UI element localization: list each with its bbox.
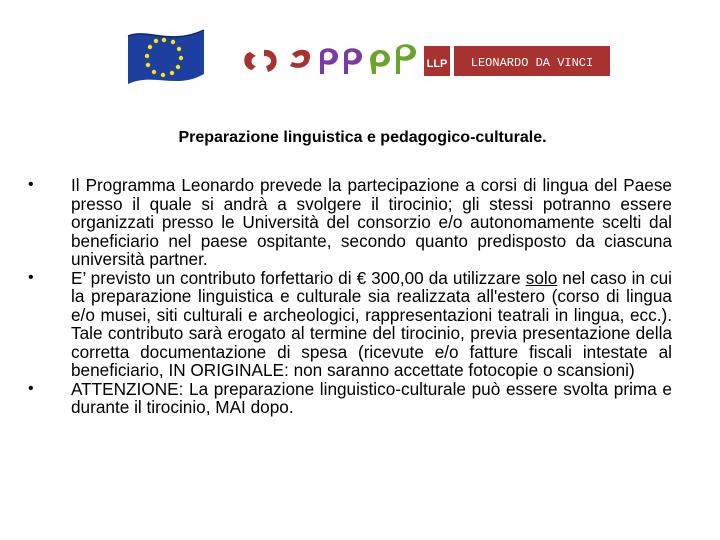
bullet-text-part: E’ previsto un contributo forfettario di € 300,00 da utilizzare <box>71 267 526 288</box>
eu-flag-icon <box>120 22 212 94</box>
list-item <box>28 380 672 417</box>
bullet-text: ATTENZIONE: La preparazione linguistico-culturale può essere svolta prima e durante il tirocinio, MAI dopo. <box>71 378 672 417</box>
logo-glyph-green-1 <box>370 50 390 74</box>
list-item <box>28 269 672 380</box>
bullet-icon: • <box>28 379 34 397</box>
logo-glyph-red-3 <box>290 50 310 68</box>
bullet-text-part: nel caso in cui la preparazione linguistica e culturale sia realizzata all'estero (corso di lingua e/o musei, siti culturali e archeologici, rappresentazioni teatrali in lingua, ecc.). Tale contributo sarà erogato al termine del tirocinio, previa presentazione della corretta documentazione di spesa (ricevute e/o fatture fiscali intestate al beneficiario, IN ORIGINALE: non saranno accettate fotocopie o scansioni) <box>71 267 672 380</box>
llp-logo-text: LLP <box>426 58 448 70</box>
page-title: Preparazione linguistica e pedagogico-culturale. <box>178 129 547 146</box>
logo-glyph-red-2 <box>264 50 277 72</box>
bullet-icon: • <box>28 176 34 193</box>
bullet-list <box>28 176 672 417</box>
leonardo-da-vinci-logo <box>240 40 610 80</box>
logo-glyph-purple-1 <box>320 48 338 74</box>
bullet-text: Il Programma Leonardo prevede la partecipazione a corsi di lingua del Paese presso il quale si andrà a svolgere il tirocinio; gli stessi potranno essere organizzati presso le Università del consorzio e/o autonomamente scelti dal beneficiario nel paese ospitante, secondo quanto predisposto da ciascuna università partner. <box>71 175 672 269</box>
programme-name-text: LEONARDO DA VINCI <box>470 56 594 70</box>
list-item <box>28 176 672 269</box>
logo-glyph-green-2 <box>396 44 416 74</box>
logo-glyph-purple-2 <box>344 48 362 74</box>
logo-glyph-red-1 <box>244 52 256 70</box>
bullet-text-emphasis: solo <box>525 267 558 288</box>
bullet-icon: • <box>28 268 34 286</box>
